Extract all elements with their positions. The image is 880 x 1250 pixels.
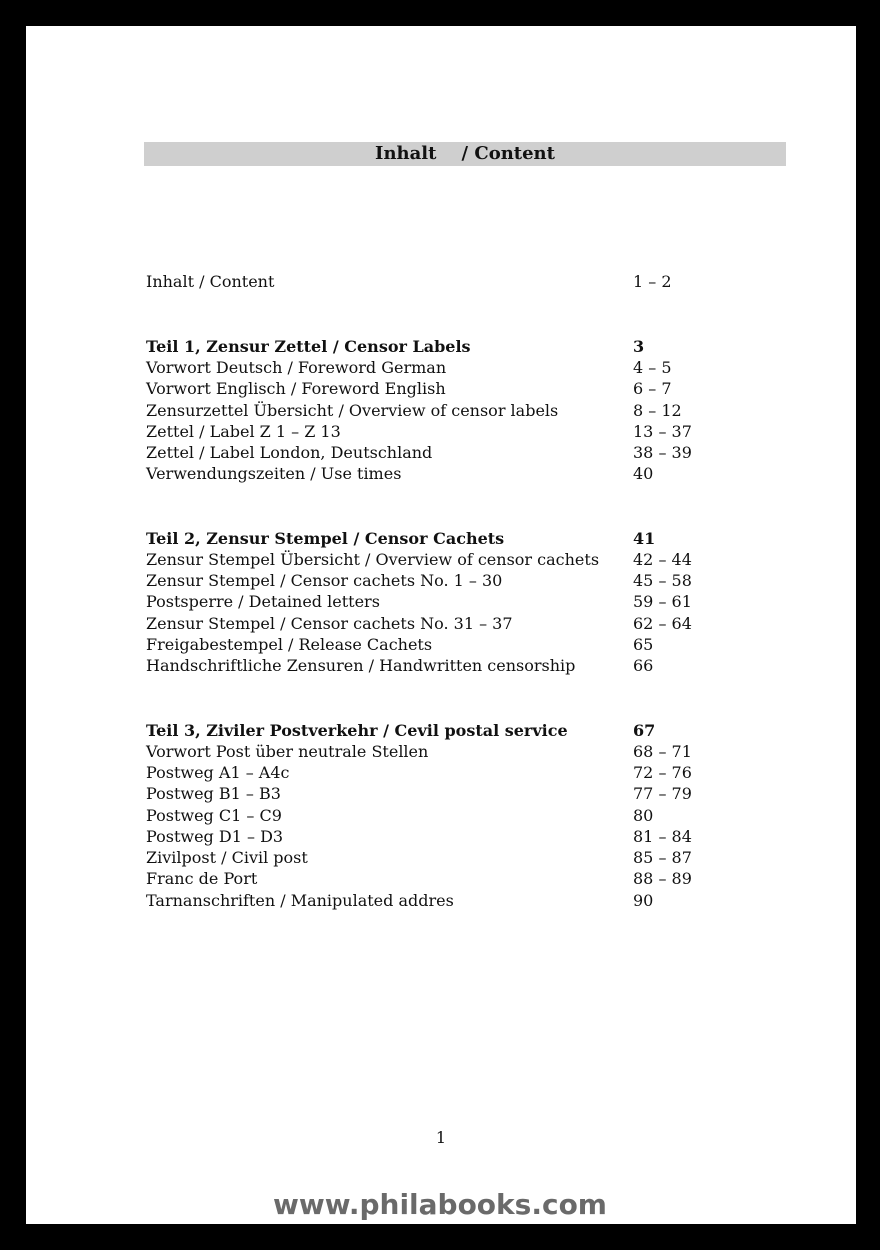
- entry-title: Postsperre / Detained letters: [146, 592, 380, 611]
- toc-entry: [146, 762, 706, 784]
- toc-entry: [146, 783, 706, 805]
- entry-page-range: 8 – 12: [633, 401, 682, 420]
- entry-title: Zettel / Label Z 1 – Z 13: [146, 422, 341, 441]
- entry-page-range: 65: [633, 635, 654, 654]
- entry-page-range: 42 – 44: [633, 550, 692, 569]
- page-number: 1: [435, 1128, 447, 1147]
- toc-entry: [146, 847, 706, 869]
- entry-page-range: 81 – 84: [633, 827, 692, 846]
- entry-title: Handschriftliche Zensuren / Handwritten censorship: [146, 656, 576, 675]
- entry-page-range: 3: [633, 337, 645, 356]
- entry-page-range: 38 – 39: [633, 443, 692, 462]
- contents-title-bar: [144, 142, 786, 166]
- entry-title: Vorwort Deutsch / Foreword German: [146, 358, 447, 377]
- toc-entry: [146, 421, 706, 443]
- entry-page-range: 40: [633, 464, 654, 483]
- entry-page-range: 72 – 76: [633, 763, 692, 782]
- toc-entry: [146, 442, 706, 464]
- entry-title: Postweg C1 – C9: [146, 806, 282, 825]
- toc-entry: [146, 805, 706, 827]
- toc-entry: [146, 357, 706, 379]
- entry-page-range: 1 – 2: [633, 272, 672, 291]
- toc-entry: [146, 868, 706, 890]
- entry-title: Zensur Stempel / Censor cachets No. 1 – 30: [146, 571, 503, 590]
- toc-entry: [146, 549, 706, 571]
- entry-title: Postweg B1 – B3: [146, 784, 281, 803]
- entry-page-range: 66: [633, 656, 654, 675]
- entry-title: Zivilpost / Civil post: [146, 848, 308, 867]
- entry-title: Vorwort Englisch / Foreword English: [146, 379, 446, 398]
- toc-entry: [146, 378, 706, 400]
- entry-page-range: 6 – 7: [633, 379, 672, 398]
- entry-title: Zensur Stempel Übersicht / Overview of censor cachets: [146, 550, 600, 569]
- section-heading: [146, 336, 706, 358]
- toc-entry: [146, 890, 706, 912]
- toc-entry: [146, 591, 706, 613]
- entry-page-range: 90: [633, 891, 654, 910]
- toc-entry: [146, 400, 706, 422]
- toc-entry: [146, 570, 706, 592]
- entry-title: Tarnanschriften / Manipulated addres: [146, 891, 454, 910]
- entry-title: Inhalt / Content: [146, 272, 275, 291]
- entry-page-range: 62 – 64: [633, 614, 692, 633]
- footer-url: www.philabooks.com: [273, 1188, 607, 1221]
- toc-entry: [146, 463, 706, 485]
- entry-page-range: 41: [633, 529, 656, 548]
- toc-entry: [146, 655, 706, 677]
- entry-title: Freigabestempel / Release Cachets: [146, 635, 433, 654]
- entry-page-range: 4 – 5: [633, 358, 672, 377]
- toc-entry: [146, 826, 706, 848]
- entry-page-range: 59 – 61: [633, 592, 692, 611]
- entry-page-range: 67: [633, 721, 656, 740]
- toc-entry: [146, 741, 706, 763]
- section-heading: [146, 720, 706, 742]
- entry-page-range: 85 – 87: [633, 848, 692, 867]
- entry-title: Teil 2, Zensur Stempel / Censor Cachets: [146, 529, 505, 548]
- entry-page-range: 88 – 89: [633, 869, 692, 888]
- entry-page-range: 80: [633, 806, 654, 825]
- entry-title: Vorwort Post über neutrale Stellen: [146, 742, 429, 761]
- entry-title: Teil 1, Zensur Zettel / Censor Labels: [146, 337, 471, 356]
- contents-title: Inhalt / Content: [375, 143, 555, 164]
- entry-page-range: 13 – 37: [633, 422, 692, 441]
- entry-page-range: 68 – 71: [633, 742, 692, 761]
- entry-page-range: 77 – 79: [633, 784, 692, 803]
- entry-title: Teil 3, Ziviler Postverkehr / Cevil postal service: [146, 721, 568, 740]
- toc-entry: [146, 613, 706, 635]
- section-heading: [146, 528, 706, 550]
- toc-entry: [146, 634, 706, 656]
- entry-title: Zensurzettel Übersicht / Overview of censor labels: [146, 401, 559, 420]
- entry-title: Postweg D1 – D3: [146, 827, 284, 846]
- toc-entry: [146, 271, 706, 293]
- entry-title: Zensur Stempel / Censor cachets No. 31 – 37: [146, 614, 513, 633]
- entry-title: Postweg A1 – A4c: [146, 763, 290, 782]
- entry-title: Verwendungszeiten / Use times: [146, 464, 402, 483]
- entry-page-range: 45 – 58: [633, 571, 692, 590]
- entry-title: Franc de Port: [146, 869, 258, 888]
- entry-title: Zettel / Label London, Deutschland: [146, 443, 433, 462]
- document-page: [26, 26, 856, 1224]
